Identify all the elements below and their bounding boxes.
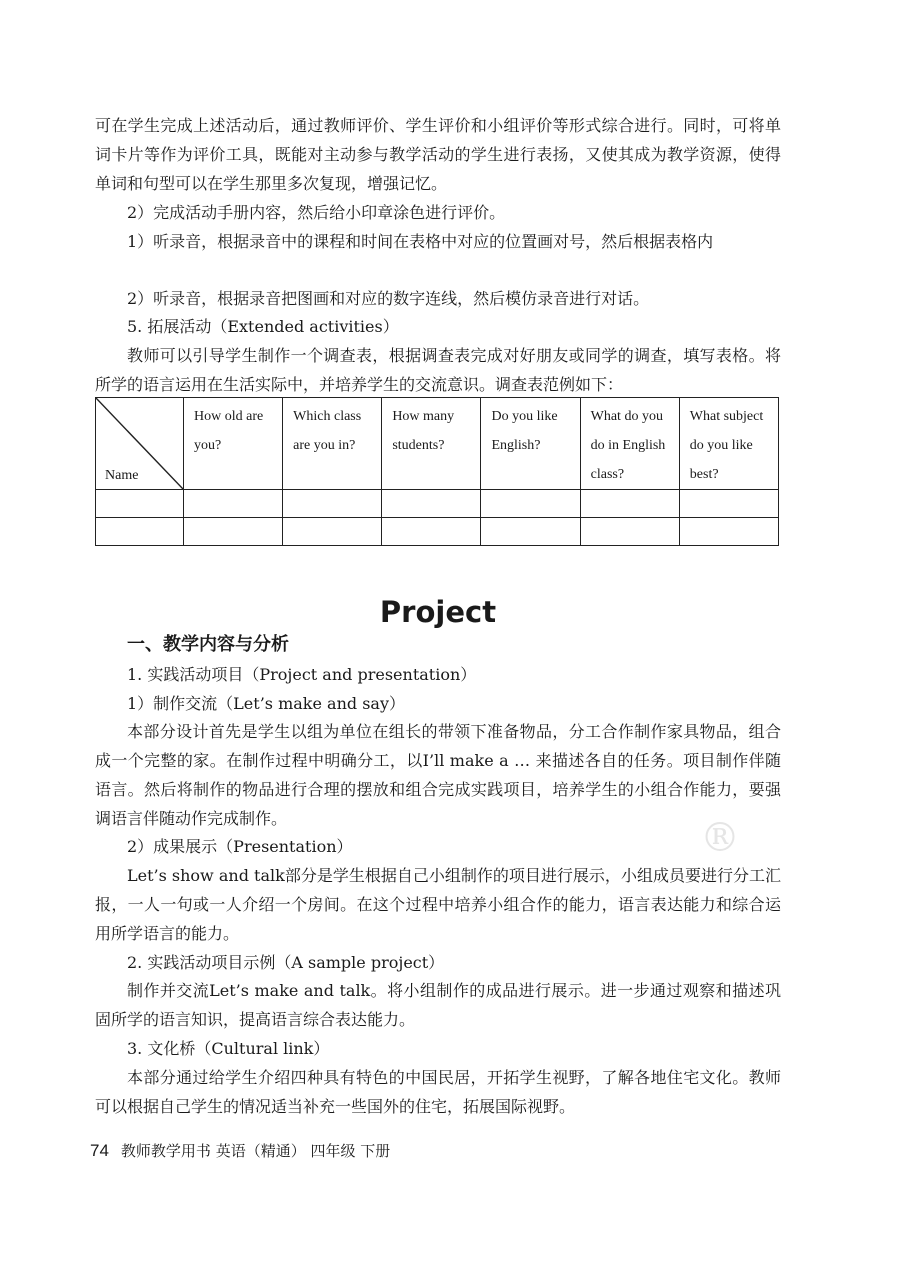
sub-item-2-heading: 2）成果展示（Presentation） xyxy=(127,837,353,856)
blank-cell xyxy=(382,490,481,518)
header-cell-english-class: What do you do in English class? xyxy=(580,398,679,490)
survey-header-row xyxy=(96,398,779,490)
project-item-1-heading: 1. 实践活动项目（Project and presentation） xyxy=(127,665,477,684)
page-number: 74 xyxy=(90,1141,109,1160)
blank-cell xyxy=(481,490,580,518)
sub-item-1-text: 本部分设计首先是学生以组为单位在组长的带领下准备物品，分工合作制作家具物品，组合成一个完整的家。在制作过程中明确分工，以I’ll make a … 来描述各自的任务。项目制作伴随语言。然后将制作的物品进行合理的摆放和组合完成实践项目，培养学生的小组合作能力，要强调语言伴随动作完成制作。 xyxy=(95,722,781,828)
project-item-3-text: 本部分通过给学生介绍四种具有特色的中国民居，开拓学生视野，了解各地住宅文化。教师可以根据自己学生的情况适当补充一些国外的住宅，拓展国际视野。 xyxy=(95,1068,781,1116)
extended-activities-heading: 5. 拓展活动（Extended activities） xyxy=(127,317,399,336)
extended-activities-paragraph: 教师可以引导学生制作一个调查表，根据调查表完成对好朋友或同学的调查，填写表格。将所学的语言运用在生活实际中，并培养学生的交流意识。调查表范例如下： xyxy=(95,346,781,394)
blank-cell xyxy=(96,490,184,518)
intro-paragraph: 可在学生完成上述活动后，通过教师评价、学生评价和小组评价等形式综合进行。同时，可将单词卡片等作为评价工具，既能对主动参与教学活动的学生进行表扬，又使其成为教学资源，使得单词和句型可以在学生那里多次复现，增强记忆。 xyxy=(95,116,781,193)
corner-cell xyxy=(96,398,184,490)
activity-item-1: 1）听录音，根据录音中的课程和时间在表格中对应的位置画对号，然后根据表格内 xyxy=(127,232,714,251)
activity-item-2: 2）完成活动手册内容，然后给小印章涂色进行评价。 xyxy=(127,203,506,222)
blank-cell xyxy=(184,490,283,518)
blank-cell xyxy=(283,490,382,518)
survey-blank-row xyxy=(96,518,779,546)
survey-table xyxy=(95,397,779,546)
blank-cell xyxy=(679,490,778,518)
project-item-2-heading: 2. 实践活动项目示例（A sample project） xyxy=(127,953,445,972)
registered-mark-watermark: ® xyxy=(700,815,740,861)
name-label: Name xyxy=(105,468,139,483)
blank-cell xyxy=(580,490,679,518)
survey-blank-row xyxy=(96,490,779,518)
sub-item-1-heading: 1）制作交流（Let’s make and say） xyxy=(127,694,406,713)
page-footer xyxy=(90,1136,390,1166)
blank-cell xyxy=(283,518,382,546)
project-item-2-text: 制作并交流Let’s make and talk。将小组制作的成品进行展示。进一步通过观察和描述巩固所学的语言知识，提高语言综合表达能力。 xyxy=(95,981,781,1029)
section-heading: 一、教学内容与分析 xyxy=(127,634,289,655)
blank-cell xyxy=(184,518,283,546)
activity-item-2b: 2）听录音，根据录音把图画和对应的数字连线，然后模仿录音进行对话。 xyxy=(127,289,650,308)
blank-cell xyxy=(580,518,679,546)
header-cell-like-english: Do you like English? xyxy=(481,398,580,490)
blank-cell xyxy=(96,518,184,546)
book-title: 教师教学用书 英语（精通） 四年级 下册 xyxy=(120,1142,391,1160)
header-cell-students: How many students? xyxy=(382,398,481,490)
header-cell-class: Which class are you in? xyxy=(283,398,382,490)
sub-item-2-text: Let’s show and talk部分是学生根据自己小组制作的项目进行展示，小组成员要进行分工汇报，一人一句或一人介绍一个房间。在这个过程中培养小组合作的能力，语言表达能力和综合运用所学语言的能力。 xyxy=(95,866,781,943)
blank-cell xyxy=(382,518,481,546)
blank-cell xyxy=(679,518,778,546)
project-item-3-heading: 3. 文化桥（Cultural link） xyxy=(127,1039,330,1058)
header-cell-subject: What subject do you like best? xyxy=(679,398,778,490)
blank-cell xyxy=(481,518,580,546)
header-cell-age: How old are you? xyxy=(184,398,283,490)
section-title: Project xyxy=(379,595,497,629)
